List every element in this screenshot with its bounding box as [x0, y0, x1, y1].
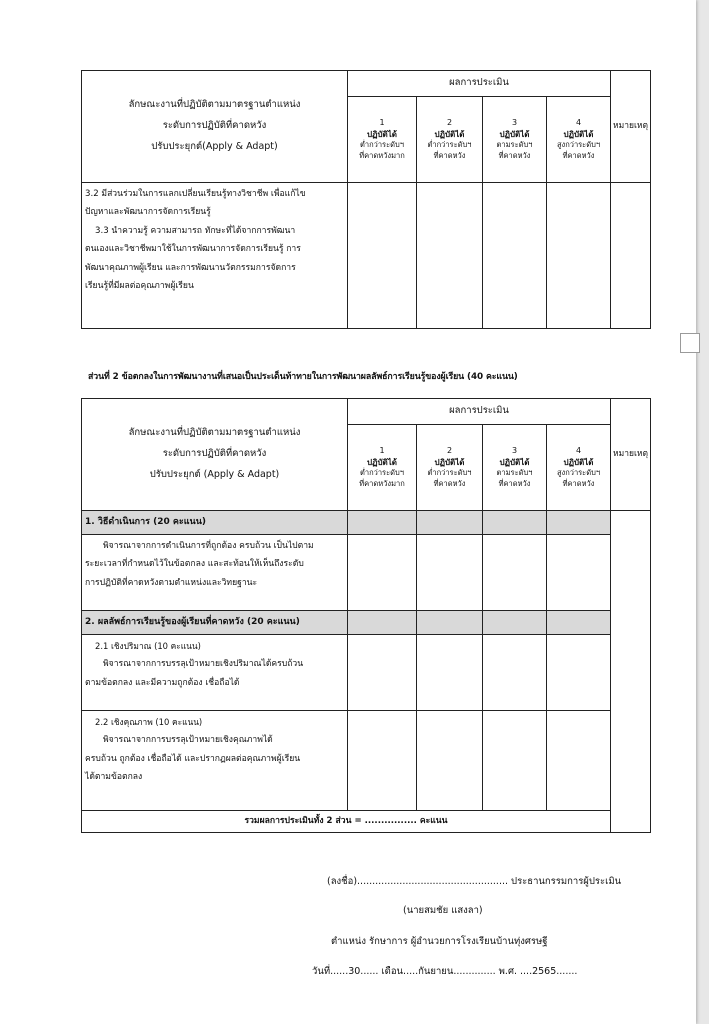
table1-criteria-cell: 3.2 มีส่วนร่วมในการแลกเปลี่ยนเรียนรู้ทางวิชาชีพ เพื่อแก้ไข ปัญหาและพัฒนาการจัดการเรียนรู้ 3.3 นำความรู้ ความสามารถ ทักษะที่ได้จากการพัฒนา ตนเองและวิชาชีพมาใช้ในการพัฒนาการจัดการเรียนรู้ การ พัฒนาคุณภาพผู้เรียน และการพัฒนานวัตกรรมการจัดการ เรียนรู้ที่มีผลต่อคุณภาพผู้เรียน	[82, 183, 348, 329]
remark-header: หมายเหตุ	[611, 71, 651, 183]
score-cell[interactable]	[417, 183, 483, 329]
score-cell	[483, 511, 547, 535]
score-cell[interactable]	[483, 635, 547, 711]
signer-position: ตำแหน่ง รักษาการ ผู้อำนวยการโรงเรียนบ้านทุ่งศรษฐี	[331, 936, 548, 947]
score-cell	[483, 611, 547, 635]
score-cell	[348, 611, 417, 635]
section-1-title: 1. วิธีดำเนินการ (20 คะแนน)	[82, 511, 348, 535]
level-2-header: 2 ปฏิบัติได้ ต่ำกว่าระดับฯ ที่คาดหวัง	[417, 425, 483, 511]
result-header: ผลการประเมิน	[348, 399, 611, 425]
level-3-header: 3 ปฏิบัติได้ ตามระดับฯ ที่คาดหวัง	[483, 97, 547, 183]
section-2-title: 2. ผลลัพธ์การเรียนรู้ของผู้เรียนที่คาดหวัง (20 คะแนน)	[82, 611, 348, 635]
score-cell[interactable]	[547, 711, 611, 811]
remark-cell[interactable]	[611, 511, 651, 833]
criteria-header: ลักษณะงานที่ปฏิบัติตามมาตรฐานตำแหน่ง ระดับการปฏิบัติที่คาดหวัง ปรับประยุกต์(Apply & Adapt)	[82, 71, 348, 183]
score-cell[interactable]	[348, 711, 417, 811]
level-2-header: 2 ปฏิบัติได้ ต่ำกว่าระดับฯ ที่คาดหวัง	[417, 97, 483, 183]
score-cell	[417, 511, 483, 535]
level-4-header: 4 ปฏิบัติได้ สูงกว่าระดับฯ ที่คาดหวัง	[547, 97, 611, 183]
section-2-1-body: 2.1 เชิงปริมาณ (10 คะแนน) พิจารณาจากการบรรลุเป้าหมายเชิงปริมาณได้ครบถ้วน ตามข้อตกลง และมีความถูกต้อง เชื่อถือได้	[82, 635, 348, 711]
score-cell[interactable]	[417, 535, 483, 611]
evaluation-table-part2	[81, 398, 651, 833]
signature-line: (ลงชื่อ).................................................. ประธานกรรมการผู้ประเมิน	[327, 876, 622, 887]
score-cell	[547, 611, 611, 635]
score-cell[interactable]	[483, 711, 547, 811]
evaluation-table-part1	[81, 70, 651, 329]
score-cell	[417, 611, 483, 635]
level-1-header: 1 ปฏิบัติได้ ต่ำกว่าระดับฯ ที่คาดหวังมาก	[348, 97, 417, 183]
score-cell[interactable]	[483, 535, 547, 611]
remark-cell[interactable]	[611, 183, 651, 329]
score-cell[interactable]	[547, 535, 611, 611]
total-score-row: รวมผลการประเมินทั้ง 2 ส่วน = ................ คะแนน	[82, 811, 611, 833]
remark-header: หมายเหตุ	[611, 399, 651, 511]
signature-date: วันที่......30...... เดือน.....กันยายน.............. พ.ศ. ....2565.......	[312, 966, 578, 977]
score-cell[interactable]	[547, 635, 611, 711]
level-3-header: 3 ปฏิบัติได้ ตามระดับฯ ที่คาดหวัง	[483, 425, 547, 511]
score-cell	[348, 511, 417, 535]
score-cell[interactable]	[417, 711, 483, 811]
score-cell[interactable]	[417, 635, 483, 711]
result-header: ผลการประเมิน	[348, 71, 611, 97]
level-4-header: 4 ปฏิบัติได้ สูงกว่าระดับฯ ที่คาดหวัง	[547, 425, 611, 511]
score-cell[interactable]	[547, 183, 611, 329]
criteria-header: ลักษณะงานที่ปฏิบัติตามมาตรฐานตำแหน่ง ระดับการปฏิบัติที่คาดหวัง ปรับประยุกต์ (Apply & Adapt)	[82, 399, 348, 511]
score-cell[interactable]	[348, 535, 417, 611]
page-navigation-box[interactable]	[680, 333, 700, 353]
score-cell[interactable]	[483, 183, 547, 329]
signer-name: (นายสมชัย แสงลา)	[403, 905, 483, 916]
section-2-2-body: 2.2 เชิงคุณภาพ (10 คะแนน) พิจารณาจากการบรรลุเป้าหมายเชิงคุณภาพได้ ครบถ้วน ถูกต้อง เชื่อถือได้ และปรากฏผลต่อคุณภาพผู้เรียน ได้ตามข้อตกลง	[82, 711, 348, 811]
section-1-body: พิจารณาจากการดำเนินการที่ถูกต้อง ครบถ้วน เป็นไปตาม ระยะเวลาที่กำหนดไว้ในข้อตกลง และสะท้อนให้เห็นถึงระดับ การปฏิบัติที่คาดหวังตามตำแหน่งและวิทยฐานะ	[82, 535, 348, 611]
part2-title: ส่วนที่ 2 ข้อตกลงในการพัฒนางานที่เสนอเป็นประเด็นท้าทายในการพัฒนาผลลัพธ์การเรียนรู้ของผู้เรียน (40 คะแนน)	[88, 372, 518, 382]
score-cell[interactable]	[348, 183, 417, 329]
score-cell	[547, 511, 611, 535]
level-1-header: 1 ปฏิบัติได้ ต่ำกว่าระดับฯ ที่คาดหวังมาก	[348, 425, 417, 511]
score-cell[interactable]	[348, 635, 417, 711]
